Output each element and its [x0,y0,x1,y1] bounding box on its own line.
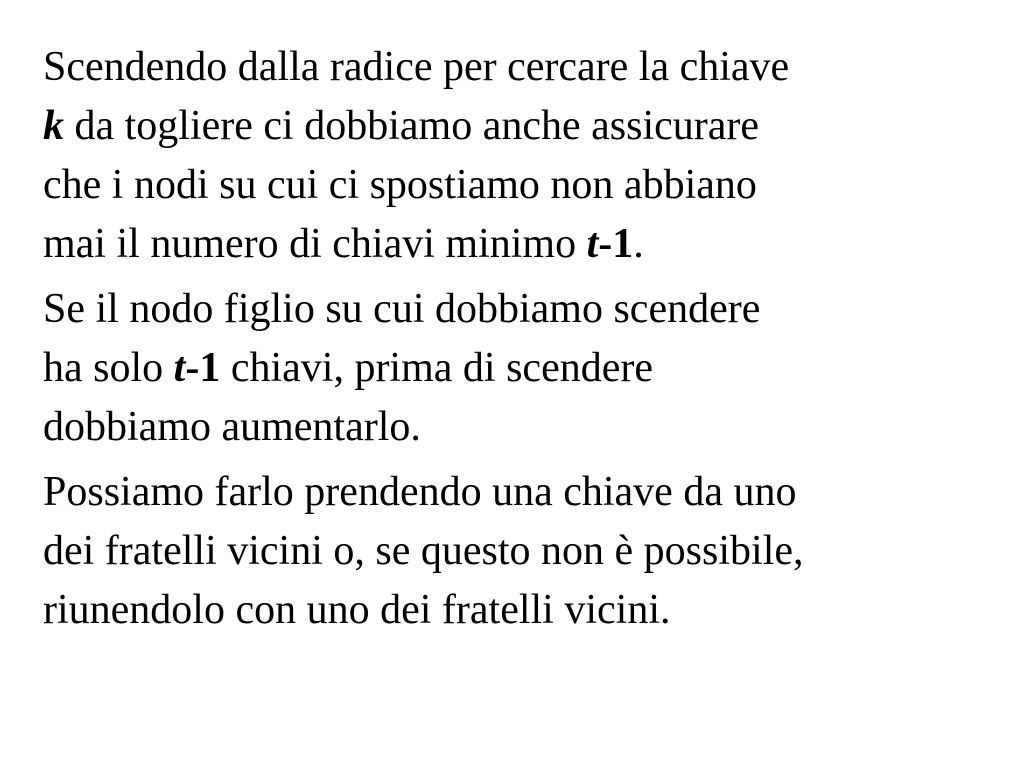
text-line [43,97,1003,156]
text-run: mai il numero di chiavi minimo [43,221,587,267]
text-run: dobbiamo aumentarlo. [43,404,421,450]
paragraph-2 [43,280,1003,457]
text-run: Se il nodo figlio su cui dobbiamo scendere [43,286,761,332]
text-line [43,38,1003,97]
text-line [43,522,1003,581]
key-variable-k: k [43,103,64,149]
text-line [43,215,1003,274]
text-run: che i nodi su cui ci spostiamo non abbiano [43,162,757,208]
text-run: dei fratelli vicini o, se questo non è possibile, [43,528,804,574]
text-line [43,398,1003,457]
text-run: Possiamo farlo prendendo una chiave da uno [43,469,797,515]
text-run: Scendendo dalla radice per cercare la chiave [43,44,790,90]
text-run: riunendolo con uno dei fratelli vicini. [43,587,671,633]
variable-t: t [586,221,599,267]
minus-one: -1 [185,345,221,391]
text-run: ha solo [43,345,174,391]
text-run: . [633,221,644,267]
paragraph-1 [43,38,1003,274]
paragraph-3 [43,463,1003,640]
slide-text [43,38,1003,646]
text-run: chiavi, prima di scendere [220,345,653,391]
text-line [43,581,1003,640]
variable-t: t [173,345,186,391]
text-line [43,156,1003,215]
minus-one: -1 [598,221,634,267]
text-run: da togliere ci dobbiamo anche assicurare [64,103,760,149]
text-line [43,463,1003,522]
text-line [43,280,1003,339]
text-line [43,339,1003,398]
